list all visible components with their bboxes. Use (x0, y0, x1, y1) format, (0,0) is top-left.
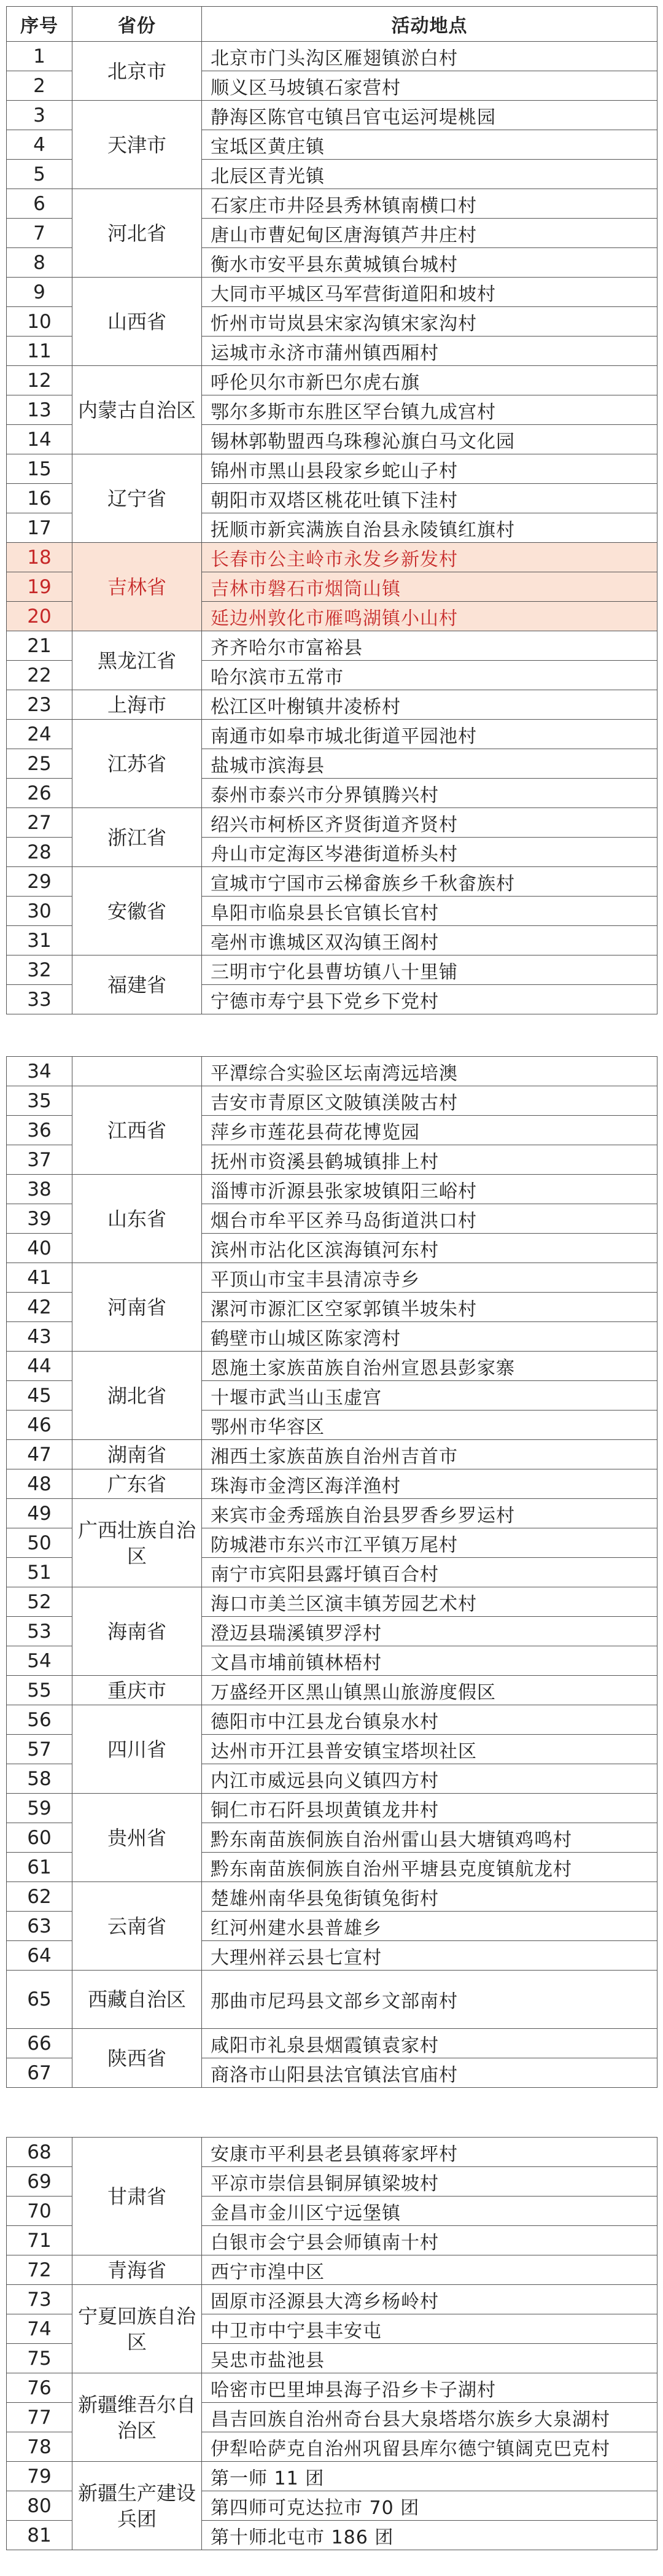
location-cell: 运城市永济市蒲州镇西厢村 (202, 337, 657, 366)
seq-cell: 7 (7, 219, 72, 248)
location-cell: 楚雄州南华县兔街镇兔街村 (202, 1882, 657, 1912)
seq-cell: 23 (7, 690, 72, 720)
table-row (7, 2373, 657, 2403)
seq-cell: 24 (7, 720, 72, 749)
seq-cell: 11 (7, 337, 72, 366)
location-cell: 白银市会宁县会师镇南十村 (202, 2226, 657, 2255)
province-cell: 河北省 (72, 189, 202, 278)
table-row (7, 2029, 657, 2058)
seq-cell: 39 (7, 1204, 72, 1234)
location-cell: 文昌市埔前镇林梧村 (202, 1646, 657, 1676)
table-row (7, 690, 657, 720)
location-cell: 淄博市沂源县张家坡镇阳三峪村 (202, 1175, 657, 1204)
seq-cell: 51 (7, 1558, 72, 1587)
location-cell: 海口市美兰区演丰镇芳园艺术村 (202, 1587, 657, 1617)
location-cell: 达州市开江县普安镇宝塔坝社区 (202, 1735, 657, 1764)
province-cell: 新疆维吾尔自治区 (72, 2373, 202, 2462)
location-cell: 湘西土家族苗族自治州吉首市 (202, 1440, 657, 1469)
header-province: 省份 (72, 7, 202, 42)
location-cell: 锡林郭勒盟西乌珠穆沁旗白马文化园 (202, 425, 657, 454)
seq-cell: 63 (7, 1912, 72, 1941)
location-cell: 平顶山市宝丰县清凉寺乡 (202, 1263, 657, 1293)
location-cell: 十堰市武当山玉虚宫 (202, 1381, 657, 1411)
seq-cell: 9 (7, 278, 72, 307)
location-cell: 北辰区青光镇 (202, 160, 657, 189)
location-cell: 阜阳市临泉县长官镇长官村 (202, 897, 657, 926)
location-cell: 防城港市东兴市江平镇万尾村 (202, 1528, 657, 1558)
seq-cell: 81 (7, 2521, 72, 2550)
location-cell: 抚顺市新宾满族自治县永陵镇红旗村 (202, 513, 657, 543)
seq-cell: 43 (7, 1322, 72, 1352)
location-cell: 齐齐哈尔市富裕县 (202, 631, 657, 661)
location-cell: 吴忠市盐池县 (202, 2344, 657, 2373)
table-row (7, 1057, 657, 1086)
location-cell: 绍兴市柯桥区齐贤街道齐贤村 (202, 808, 657, 838)
location-cell: 内江市威远县向义镇四方村 (202, 1764, 657, 1794)
location-cell: 漯河市源汇区空冢郭镇半坡朱村 (202, 1293, 657, 1322)
location-cell: 顺义区马坡镇石家营村 (202, 71, 657, 101)
location-cell: 鹤壁市山城区陈家湾村 (202, 1322, 657, 1352)
seq-cell: 2 (7, 71, 72, 101)
province-cell: 天津市 (72, 101, 202, 189)
seq-cell: 56 (7, 1705, 72, 1735)
seq-cell: 26 (7, 779, 72, 808)
location-cell: 石家庄市井陉县秀林镇南横口村 (202, 189, 657, 219)
seq-cell: 28 (7, 838, 72, 867)
seq-cell: 42 (7, 1293, 72, 1322)
location-cell: 咸阳市礼泉县烟霞镇袁家村 (202, 2029, 657, 2058)
seq-cell: 41 (7, 1263, 72, 1293)
seq-cell: 27 (7, 808, 72, 838)
seq-cell: 15 (7, 454, 72, 484)
table-row (7, 2462, 657, 2491)
activity-table-part-2 (6, 1056, 657, 2088)
table-row (7, 1440, 657, 1469)
province-cell: 吉林省 (72, 543, 202, 631)
location-cell: 衡水市安平县东黄城镇台城村 (202, 248, 657, 278)
header-location: 活动地点 (202, 7, 657, 42)
activity-table-part-1 (6, 6, 657, 1014)
location-cell: 滨州市沾化区滨海镇河东村 (202, 1234, 657, 1263)
location-cell: 长春市公主岭市永发乡新发村 (202, 543, 657, 572)
province-cell: 宁夏回族自治区 (72, 2285, 202, 2373)
province-cell: 云南省 (72, 1882, 202, 1971)
seq-cell: 50 (7, 1528, 72, 1558)
location-cell: 黔东南苗族侗族自治州雷山县大塘镇鸡鸣村 (202, 1823, 657, 1853)
location-cell: 固原市泾源县大湾乡杨岭村 (202, 2285, 657, 2314)
location-cell: 舟山市定海区岑港街道桥头村 (202, 838, 657, 867)
seq-cell: 72 (7, 2255, 72, 2285)
location-cell: 松江区叶榭镇井凌桥村 (202, 690, 657, 720)
seq-cell: 14 (7, 425, 72, 454)
table-row (7, 101, 657, 130)
seq-cell: 45 (7, 1381, 72, 1411)
location-cell: 抚州市资溪县鹤城镇排上村 (202, 1145, 657, 1175)
province-cell: 浙江省 (72, 808, 202, 867)
seq-cell: 70 (7, 2197, 72, 2226)
seq-cell: 46 (7, 1411, 72, 1440)
location-cell: 三明市宁化县曹坊镇八十里铺 (202, 955, 657, 985)
location-cell: 伊犁哈萨克自治州巩留县库尔德宁镇阔克巴克村 (202, 2432, 657, 2462)
table-row (7, 1587, 657, 1617)
seq-cell: 75 (7, 2344, 72, 2373)
location-cell: 昌吉回族自治州奇台县大泉塔塔尔族乡大泉湖村 (202, 2403, 657, 2432)
location-cell: 安康市平利县老县镇蒋家坪村 (202, 2138, 657, 2167)
location-cell: 呼伦贝尔市新巴尔虎右旗 (202, 366, 657, 395)
seq-cell: 76 (7, 2373, 72, 2403)
table-row (7, 454, 657, 484)
table-row (7, 1175, 657, 1204)
location-cell: 宁德市寿宁县下党乡下党村 (202, 985, 657, 1014)
province-cell: 河南省 (72, 1263, 202, 1352)
table-row (7, 42, 657, 71)
seq-cell: 16 (7, 484, 72, 513)
seq-cell: 60 (7, 1823, 72, 1853)
seq-cell: 62 (7, 1882, 72, 1912)
seq-cell: 10 (7, 307, 72, 337)
location-cell: 商洛市山阳县法官镇法官庙村 (202, 2058, 657, 2088)
seq-cell: 3 (7, 101, 72, 130)
location-cell: 鄂州市华容区 (202, 1411, 657, 1440)
location-cell: 泰州市泰兴市分界镇腾兴村 (202, 779, 657, 808)
activity-table-part-3 (6, 2137, 657, 2550)
province-cell: 重庆市 (72, 1676, 202, 1705)
table-row (7, 1086, 657, 1116)
location-cell: 南通市如皋市城北街道平园池村 (202, 720, 657, 749)
seq-cell: 68 (7, 2138, 72, 2167)
province-cell: 湖南省 (72, 1440, 202, 1469)
location-cell: 第四师可克达拉市 70 团 (202, 2491, 657, 2521)
seq-cell: 5 (7, 160, 72, 189)
seq-cell: 4 (7, 130, 72, 160)
seq-cell: 1 (7, 42, 72, 71)
table-row (7, 867, 657, 897)
seq-cell: 35 (7, 1086, 72, 1116)
province-cell: 青海省 (72, 2255, 202, 2285)
seq-cell: 48 (7, 1469, 72, 1499)
table-row (7, 1352, 657, 1381)
province-cell: 四川省 (72, 1705, 202, 1794)
seq-cell: 19 (7, 572, 72, 602)
table-row (7, 955, 657, 985)
location-cell: 金昌市金川区宁远堡镇 (202, 2197, 657, 2226)
location-cell: 哈尔滨市五常市 (202, 661, 657, 690)
province-cell: 广东省 (72, 1469, 202, 1499)
location-cell: 平潭综合实验区坛南湾远培澳 (202, 1057, 657, 1086)
province-cell: 海南省 (72, 1587, 202, 1676)
table-row (7, 808, 657, 838)
location-cell: 第十师北屯市 186 团 (202, 2521, 657, 2550)
location-cell: 第一师 11 团 (202, 2462, 657, 2491)
table-row (7, 2138, 657, 2167)
table-row (7, 720, 657, 749)
seq-cell: 31 (7, 926, 72, 955)
table-row (7, 1794, 657, 1823)
seq-cell: 73 (7, 2285, 72, 2314)
table-row (7, 1263, 657, 1293)
seq-cell: 59 (7, 1794, 72, 1823)
location-cell: 静海区陈官屯镇吕官屯运河堤桃园 (202, 101, 657, 130)
province-cell: 山东省 (72, 1175, 202, 1263)
seq-cell: 44 (7, 1352, 72, 1381)
seq-cell: 33 (7, 985, 72, 1014)
location-cell: 吉安市青原区文陂镇渼陂古村 (202, 1086, 657, 1116)
province-cell: 广西壮族自治区 (72, 1499, 202, 1587)
seq-cell: 36 (7, 1116, 72, 1145)
table-row (7, 2255, 657, 2285)
location-cell: 鄂尔多斯市东胜区罕台镇九成宫村 (202, 395, 657, 425)
province-cell: 福建省 (72, 955, 202, 1014)
location-cell: 盐城市滨海县 (202, 749, 657, 779)
location-cell: 西宁市湟中区 (202, 2255, 657, 2285)
seq-cell: 47 (7, 1440, 72, 1469)
seq-cell: 64 (7, 1941, 72, 1971)
seq-cell: 57 (7, 1735, 72, 1764)
location-cell: 哈密市巴里坤县海子沿乡卡子湖村 (202, 2373, 657, 2403)
province-cell: 内蒙古自治区 (72, 366, 202, 454)
header-seq: 序号 (7, 7, 72, 42)
seq-cell: 78 (7, 2432, 72, 2462)
table-row (7, 1499, 657, 1528)
seq-cell: 53 (7, 1617, 72, 1646)
seq-cell: 54 (7, 1646, 72, 1676)
location-cell: 红河州建水县普雄乡 (202, 1912, 657, 1941)
province-cell: 安徽省 (72, 867, 202, 955)
table-row (7, 543, 657, 572)
location-cell: 大同市平城区马军营街道阳和坡村 (202, 278, 657, 307)
location-cell: 平凉市崇信县铜屏镇梁坡村 (202, 2167, 657, 2197)
seq-cell: 49 (7, 1499, 72, 1528)
province-cell: 北京市 (72, 42, 202, 101)
seq-cell: 8 (7, 248, 72, 278)
seq-cell: 55 (7, 1676, 72, 1705)
seq-cell: 65 (7, 1971, 72, 2029)
province-cell: 西藏自治区 (72, 1971, 202, 2029)
table-header-row (7, 7, 657, 42)
location-cell: 铜仁市石阡县坝黄镇龙井村 (202, 1794, 657, 1823)
seq-cell: 20 (7, 602, 72, 631)
seq-cell: 58 (7, 1764, 72, 1794)
location-cell: 恩施土家族苗族自治州宣恩县彭家寨 (202, 1352, 657, 1381)
location-cell: 来宾市金秀瑶族自治县罗香乡罗运村 (202, 1499, 657, 1528)
seq-cell: 30 (7, 897, 72, 926)
location-cell: 宝坻区黄庄镇 (202, 130, 657, 160)
seq-cell: 21 (7, 631, 72, 661)
table-row (7, 1882, 657, 1912)
table-row (7, 1705, 657, 1735)
province-cell: 新疆生产建设兵团 (72, 2462, 202, 2550)
location-cell: 那曲市尼玛县文部乡文部南村 (202, 1971, 657, 2029)
location-cell: 烟台市牟平区养马岛街道洪口村 (202, 1204, 657, 1234)
seq-cell: 12 (7, 366, 72, 395)
seq-cell: 80 (7, 2491, 72, 2521)
location-cell: 延边州敦化市雁鸣湖镇小山村 (202, 602, 657, 631)
table-row (7, 2285, 657, 2314)
seq-cell: 32 (7, 955, 72, 985)
table-row (7, 189, 657, 219)
location-cell: 亳州市谯城区双沟镇王阁村 (202, 926, 657, 955)
seq-cell: 29 (7, 867, 72, 897)
table-row (7, 278, 657, 307)
seq-cell: 18 (7, 543, 72, 572)
seq-cell: 61 (7, 1853, 72, 1882)
location-cell: 澄迈县瑞溪镇罗浮村 (202, 1617, 657, 1646)
seq-cell: 6 (7, 189, 72, 219)
location-cell: 万盛经开区黑山镇黑山旅游度假区 (202, 1676, 657, 1705)
location-cell: 黔东南苗族侗族自治州平塘县克度镇航龙村 (202, 1853, 657, 1882)
table-row (7, 1469, 657, 1499)
location-cell: 德阳市中江县龙台镇泉水村 (202, 1705, 657, 1735)
province-cell: 贵州省 (72, 1794, 202, 1882)
province-cell: 上海市 (72, 690, 202, 720)
seq-cell: 40 (7, 1234, 72, 1263)
seq-cell: 22 (7, 661, 72, 690)
location-cell: 大理州祥云县七宣村 (202, 1941, 657, 1971)
seq-cell: 13 (7, 395, 72, 425)
table-row (7, 1971, 657, 2029)
location-cell: 南宁市宾阳县露圩镇百合村 (202, 1558, 657, 1587)
table-row (7, 631, 657, 661)
province-cell: 黑龙江省 (72, 631, 202, 690)
province-cell: 湖北省 (72, 1352, 202, 1440)
location-cell: 宣城市宁国市云梯畲族乡千秋畲族村 (202, 867, 657, 897)
table-row (7, 1676, 657, 1705)
seq-cell: 71 (7, 2226, 72, 2255)
location-cell: 吉林市磐石市烟筒山镇 (202, 572, 657, 602)
seq-cell: 74 (7, 2314, 72, 2344)
location-cell: 中卫市中宁县丰安屯 (202, 2314, 657, 2344)
location-cell: 忻州市岢岚县宋家沟镇宋家沟村 (202, 307, 657, 337)
province-cell: 山西省 (72, 278, 202, 366)
location-cell: 萍乡市莲花县荷花博览园 (202, 1116, 657, 1145)
location-cell: 锦州市黑山县段家乡蛇山子村 (202, 454, 657, 484)
table-row (7, 366, 657, 395)
seq-cell: 38 (7, 1175, 72, 1204)
seq-cell: 17 (7, 513, 72, 543)
seq-cell: 25 (7, 749, 72, 779)
seq-cell: 34 (7, 1057, 72, 1086)
province-cell (72, 1057, 202, 1086)
location-cell: 唐山市曹妃甸区唐海镇芦井庄村 (202, 219, 657, 248)
seq-cell: 69 (7, 2167, 72, 2197)
province-cell: 甘肃省 (72, 2138, 202, 2255)
seq-cell: 79 (7, 2462, 72, 2491)
location-cell: 朝阳市双塔区桃花吐镇下洼村 (202, 484, 657, 513)
location-cell: 珠海市金湾区海洋渔村 (202, 1469, 657, 1499)
province-cell: 江西省 (72, 1086, 202, 1175)
seq-cell: 66 (7, 2029, 72, 2058)
seq-cell: 37 (7, 1145, 72, 1175)
seq-cell: 77 (7, 2403, 72, 2432)
seq-cell: 67 (7, 2058, 72, 2088)
province-cell: 陕西省 (72, 2029, 202, 2088)
province-cell: 江苏省 (72, 720, 202, 808)
location-cell: 北京市门头沟区雁翅镇淤白村 (202, 42, 657, 71)
seq-cell: 52 (7, 1587, 72, 1617)
province-cell: 辽宁省 (72, 454, 202, 543)
